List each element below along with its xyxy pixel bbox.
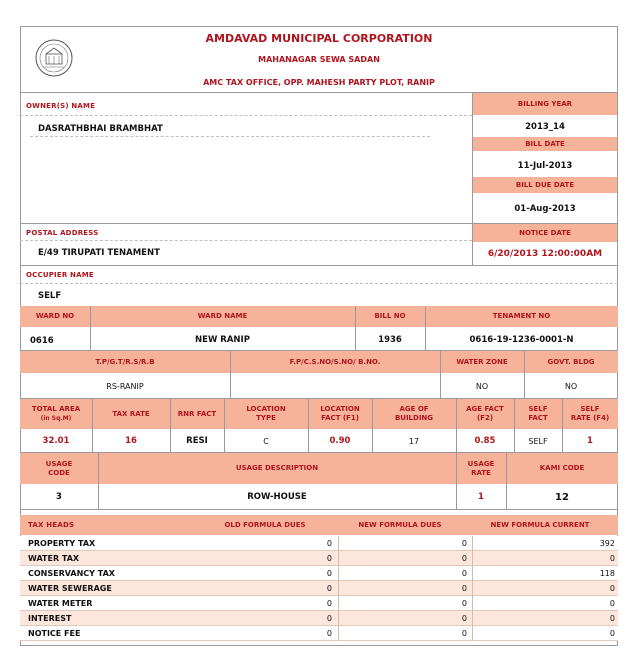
postal-value: E/49 TIRUPATI TENAMENT [38, 248, 160, 258]
usage-code-value: 3 [56, 492, 62, 502]
new-current-value: 118 [599, 569, 615, 578]
tax-head-name: INTEREST [28, 614, 72, 623]
tax-head-name: PROPERTY TAX [28, 539, 96, 548]
tax-head-name: NOTICE FEE [28, 629, 81, 638]
rnr-fact-header: RNR FACT [177, 409, 217, 418]
tax-row [20, 581, 618, 596]
tp-value: RS-RANIP [106, 381, 144, 391]
new-dues-value: 0 [461, 599, 467, 608]
age-fact-header-1: AGE FACT [466, 405, 504, 413]
new-dues-value: 0 [461, 629, 467, 638]
fp-value [230, 374, 440, 398]
old-dues-value: 0 [326, 629, 332, 638]
govt-bldg-header: GOVT. BLDG [547, 357, 595, 366]
total-area-header-text: TOTAL AREA [31, 405, 81, 413]
tax-head-name: WATER TAX [28, 554, 80, 563]
usage-rate-value: 1 [478, 492, 484, 502]
total-area-value: 32.01 [42, 436, 70, 446]
self-fact-header [514, 399, 562, 429]
total-area-unit-text: (in Sq.M) [40, 415, 72, 422]
usage-code-header-1: USAGE [45, 459, 73, 468]
new-dues-header: NEW FORMULA DUES [358, 520, 442, 529]
ward-name-header: WARD NAME [197, 312, 248, 320]
location-fact-value: 0.90 [329, 436, 351, 446]
location-fact-header [308, 399, 372, 429]
tp-header: T.P/G.T/R.S/R.B [95, 357, 155, 366]
bill-no-value: 1936 [378, 335, 402, 345]
occupier-label: OCCUPIER NAME [26, 271, 94, 279]
self-rate-value: 1 [587, 436, 593, 446]
old-dues-value: 0 [326, 599, 332, 608]
tax-rate-value: 16 [125, 436, 137, 446]
tax-heads-header: TAX HEADS [28, 521, 75, 529]
self-fact-value: SELF [528, 436, 548, 446]
corporation-title: AMDAVAD MUNICIPAL CORPORATION [205, 32, 433, 45]
tax-head-name: CONSERVANCY TAX [28, 569, 115, 578]
notice-date-label: NOTICE DATE [473, 224, 617, 242]
usage-desc-value: ROW-HOUSE [247, 492, 307, 502]
kami-code-value: 12 [555, 491, 569, 503]
notice-date-value: 6/20/2013 12:00:00AM [487, 249, 603, 259]
usage-rate-header-2: RATE [471, 468, 491, 477]
owner-label: OWNER(S) NAME [26, 102, 96, 110]
new-current-value: 0 [609, 554, 615, 563]
tax-head-name: WATER SEWERAGE [28, 584, 112, 593]
bill-due-date-value: 01-Aug-2013 [514, 204, 576, 214]
new-current-value: 392 [599, 539, 615, 548]
tax-row [20, 611, 618, 626]
age-fact-value: 0.85 [474, 436, 496, 446]
new-current-value: 0 [609, 614, 615, 623]
tax-row [20, 626, 618, 641]
self-fact-header-2: FACT [528, 414, 548, 422]
ward-no-value: 0616 [30, 336, 54, 346]
old-dues-value: 0 [326, 539, 332, 548]
self-fact-header-1: SELF [528, 405, 548, 413]
new-dues-value: 0 [461, 584, 467, 593]
govt-bldg-value: NO [564, 381, 578, 391]
new-current-value: 0 [609, 599, 615, 608]
ward-name-value: NEW RANIP [195, 335, 250, 345]
usage-rate-header [456, 453, 506, 484]
old-dues-value: 0 [326, 554, 332, 563]
usage-code-header [20, 453, 98, 484]
new-dues-value: 0 [461, 614, 467, 623]
tax-row [20, 596, 618, 611]
self-rate-header [562, 399, 618, 429]
usage-code-header-2: CODE [48, 468, 70, 477]
new-dues-value: 0 [461, 539, 467, 548]
office-title: AMC TAX OFFICE, OPP. MAHESH PARTY PLOT, RANIP [203, 78, 435, 87]
tenament-no-value: 0616-19-1236-0001-N [469, 335, 574, 345]
water-zone-value: NO [475, 381, 489, 391]
billing-year-value: 2013_14 [525, 122, 565, 132]
age-building-value: 17 [408, 436, 420, 446]
tax-row [20, 551, 618, 566]
usage-rate-header-1: USAGE [467, 459, 495, 468]
self-rate-header-2: RATE (F4) [570, 414, 610, 422]
new-dues-value: 0 [461, 569, 467, 578]
old-dues-value: 0 [326, 614, 332, 623]
self-rate-header-1: SELF [580, 405, 600, 413]
old-dues-value: 0 [326, 569, 332, 578]
location-type-header [224, 399, 308, 429]
kami-code-header: KAMI CODE [539, 464, 585, 472]
tax-rate-header: TAX RATE [112, 409, 150, 418]
age-building-header-2: BUILDING [394, 414, 434, 422]
fp-header: F.P/C.S.NO/S.NO/ B.NO. [289, 357, 381, 366]
new-current-value: 0 [609, 629, 615, 638]
bill-date-value: 11-Jul-2013 [517, 161, 573, 171]
water-zone-header: WATER ZONE [456, 357, 508, 366]
new-dues-value: 0 [461, 554, 467, 563]
location-type-value: C [263, 436, 269, 446]
ward-no-header: WARD NO [35, 312, 75, 320]
tax-row [20, 536, 618, 551]
sadan-title: MAHANAGAR SEWA SADAN [258, 55, 380, 64]
age-fact-header [456, 399, 514, 429]
location-fact-header-1: LOCATION [320, 405, 360, 413]
location-type-header-1: LOCATION [246, 405, 286, 413]
usage-desc-header: USAGE DESCRIPTION [235, 464, 319, 472]
location-fact-header-2: FACT (F1) [321, 414, 359, 422]
age-building-header-1: AGE OF [399, 405, 429, 413]
bill-no-header: BILL NO [374, 312, 406, 320]
owner-value: DASRATHBHAI BRAMBHAT [38, 124, 163, 134]
billing-year-label: BILLING YEAR [473, 93, 617, 115]
occupier-value: SELF [38, 291, 62, 301]
bill-due-date-label: BILL DUE DATE [473, 177, 617, 193]
age-building-header [372, 399, 456, 429]
bill-date-label: BILL DATE [473, 137, 617, 151]
old-dues-value: 0 [326, 584, 332, 593]
tax-head-name: WATER METER [28, 599, 93, 608]
new-current-value: 0 [609, 584, 615, 593]
tenament-no-header: TENAMENT NO [492, 312, 551, 320]
total-area-header [20, 399, 92, 429]
new-current-header: NEW FORMULA CURRENT [490, 520, 590, 529]
location-type-header-2: TYPE [256, 414, 276, 422]
rnr-fact-value: RESI [186, 436, 208, 446]
old-dues-header: OLD FORMULA DUES [224, 520, 306, 529]
tax-row [20, 566, 618, 581]
age-fact-header-2: (F2) [476, 414, 494, 422]
postal-label: POSTAL ADDRESS [26, 229, 99, 237]
